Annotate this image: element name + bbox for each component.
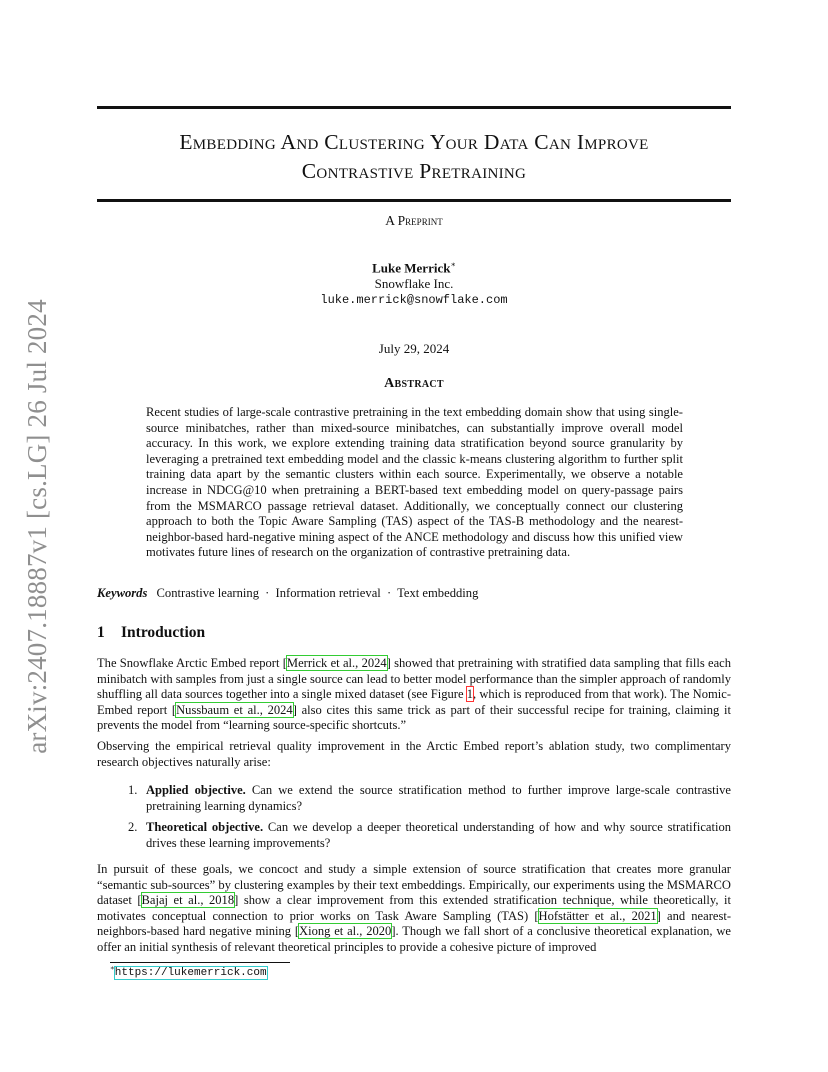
section-heading-introduction bbox=[97, 624, 205, 642]
abstract-heading: Abstract bbox=[384, 376, 444, 391]
intro-paragraph-1 bbox=[97, 656, 731, 734]
arxiv-identifier-text: arXiv:2407.18887v1 [cs.LG] 26 Jul 2024 bbox=[21, 298, 52, 754]
list-item bbox=[128, 820, 731, 851]
objective-text: Can we extend the source stratification method to further improve large-scale contrastive pretraining learning dynamics? bbox=[146, 783, 731, 813]
keyword-item: Text embedding bbox=[397, 586, 479, 600]
keywords-label: Keywords bbox=[97, 586, 148, 600]
keyword-item: Contrastive learning bbox=[156, 586, 260, 600]
text-run: , which is reproduced from that work). The Nomic-Embed report [ bbox=[97, 687, 732, 717]
keyword-separator: · bbox=[386, 586, 392, 600]
objective-text: Can we develop a deeper theoretical understanding of how and why source stratification drives these learning improvements? bbox=[146, 820, 731, 850]
figure-reference-link[interactable]: 1 bbox=[466, 687, 473, 702]
abstract-body: Recent studies of large-scale contrastive pretraining in the text embedding domain show that using single-source minibatches, rather than mixed-source minibatches, can substantially improve overall model accuracy. In this work, we explore extending training data stratification beyond source granularity by leveraging a pretrained text embedding model and the classic k-means clustering algorithm to further split training data apart by the semantic clusters within each source. Experimentally, we observe a notable increase in NDCG@10 when pretraining a BERT-based text embedding model on query-passage pairs from the MSMARCO passage retrieval dataset. Additionally, we conceptually connect our clustering approach to both the Topic Aware Sampling (TAS) aspect of the TAS-B methodology and the nearest-neighbor-based hard-negative mining aspect of the ANCE methodology and discuss how this unified view motivates future lines of research on the organization of contrastive pretraining data. bbox=[146, 405, 683, 560]
text-run: ] showed that pretraining with stratified data sampling that fills each minibatch with samples from just a single source can lead to better model performance than the simpler approach of randomly shuffling all data sources together into a single mixed dataset (see Figure bbox=[97, 656, 731, 702]
author-affiliation: Snowflake Inc. bbox=[374, 276, 454, 292]
objective-label: Applied objective. bbox=[146, 783, 246, 797]
footnote-rule bbox=[110, 962, 290, 963]
footnote bbox=[110, 964, 267, 979]
preprint-label: A Preprint bbox=[385, 213, 443, 228]
section-title: Introduction bbox=[121, 624, 206, 641]
citation-link[interactable]: Bajaj et al., 2018 bbox=[141, 893, 235, 908]
intro-paragraph-2: Observing the empirical retrieval quality improvement in the Arctic Embed report’s ablation study, two complimentary research objectives naturally arise: bbox=[97, 739, 731, 769]
list-item-number: 2. bbox=[128, 820, 138, 835]
author-block bbox=[97, 257, 731, 308]
title-top-rule bbox=[97, 106, 731, 109]
author-email: luke.merrick@snowflake.com bbox=[320, 293, 508, 308]
citation-link[interactable]: Merrick et al., 2024 bbox=[286, 656, 387, 670]
text-run: ] also cites this same trick as part of their successful recipe for training, claiming it prevents the model from “learning source-specific shortcuts.” bbox=[97, 702, 731, 733]
text-run: ] show a clear improvement from this extended stratification technique, while theoretically, it motivates conceptual connection to prior works on Task Aware Sampling (TAS) [ bbox=[97, 893, 731, 923]
list-item-text bbox=[146, 820, 731, 851]
author-footnote-mark: ∗ bbox=[450, 260, 456, 269]
title-line-1: Embedding And Clustering Your Data Can Improve bbox=[179, 130, 649, 154]
objective-label: Theoretical objective. bbox=[146, 820, 264, 835]
keyword-item: Information retrieval bbox=[275, 586, 381, 600]
objectives-list bbox=[128, 783, 731, 857]
publication-date: July 29, 2024 bbox=[378, 341, 450, 356]
footnote-url-link[interactable]: https://lukemerrick.com bbox=[114, 966, 267, 979]
paper-title bbox=[97, 128, 731, 186]
text-run: ]. Though we fall short of a conclusive theoretical explanation, we offer an initial synthesis of relevant theoretical principles to provide a cohesive picture of improved bbox=[97, 924, 731, 954]
section-number: 1 bbox=[97, 624, 105, 641]
footnote-mark: ∗ bbox=[110, 964, 115, 972]
keyword-separator: · bbox=[265, 586, 270, 600]
title-bottom-rule bbox=[97, 199, 731, 202]
keywords-line bbox=[97, 586, 731, 601]
title-line-2: Contrastive Pretraining bbox=[301, 159, 527, 183]
text-run: The Snowflake Arctic Embed report [ bbox=[97, 656, 287, 670]
citation-link[interactable]: Nussbaum et al., 2024 bbox=[176, 702, 293, 717]
arxiv-identifier bbox=[22, 296, 52, 756]
list-item-text bbox=[146, 783, 731, 814]
intro-paragraph-3 bbox=[97, 862, 731, 956]
text-run: ] and nearest-neighbors-based hard negative mining [ bbox=[97, 908, 731, 939]
citation-link[interactable]: Hofstätter et al., 2021 bbox=[538, 908, 657, 923]
author-name-line bbox=[97, 257, 731, 276]
text-run: In pursuit of these goals, we concoct and study a simple extension of source stratification that creates more granular “semantic sub-sources” by clustering examples by their text embeddings. Empirically, our experiments using the MSMARCO dataset [ bbox=[97, 862, 731, 908]
citation-link[interactable]: Xiong et al., 2020 bbox=[299, 924, 392, 939]
author-name: Luke Merrick bbox=[372, 260, 451, 276]
list-item-number: 1. bbox=[128, 783, 138, 797]
list-item bbox=[128, 783, 731, 814]
